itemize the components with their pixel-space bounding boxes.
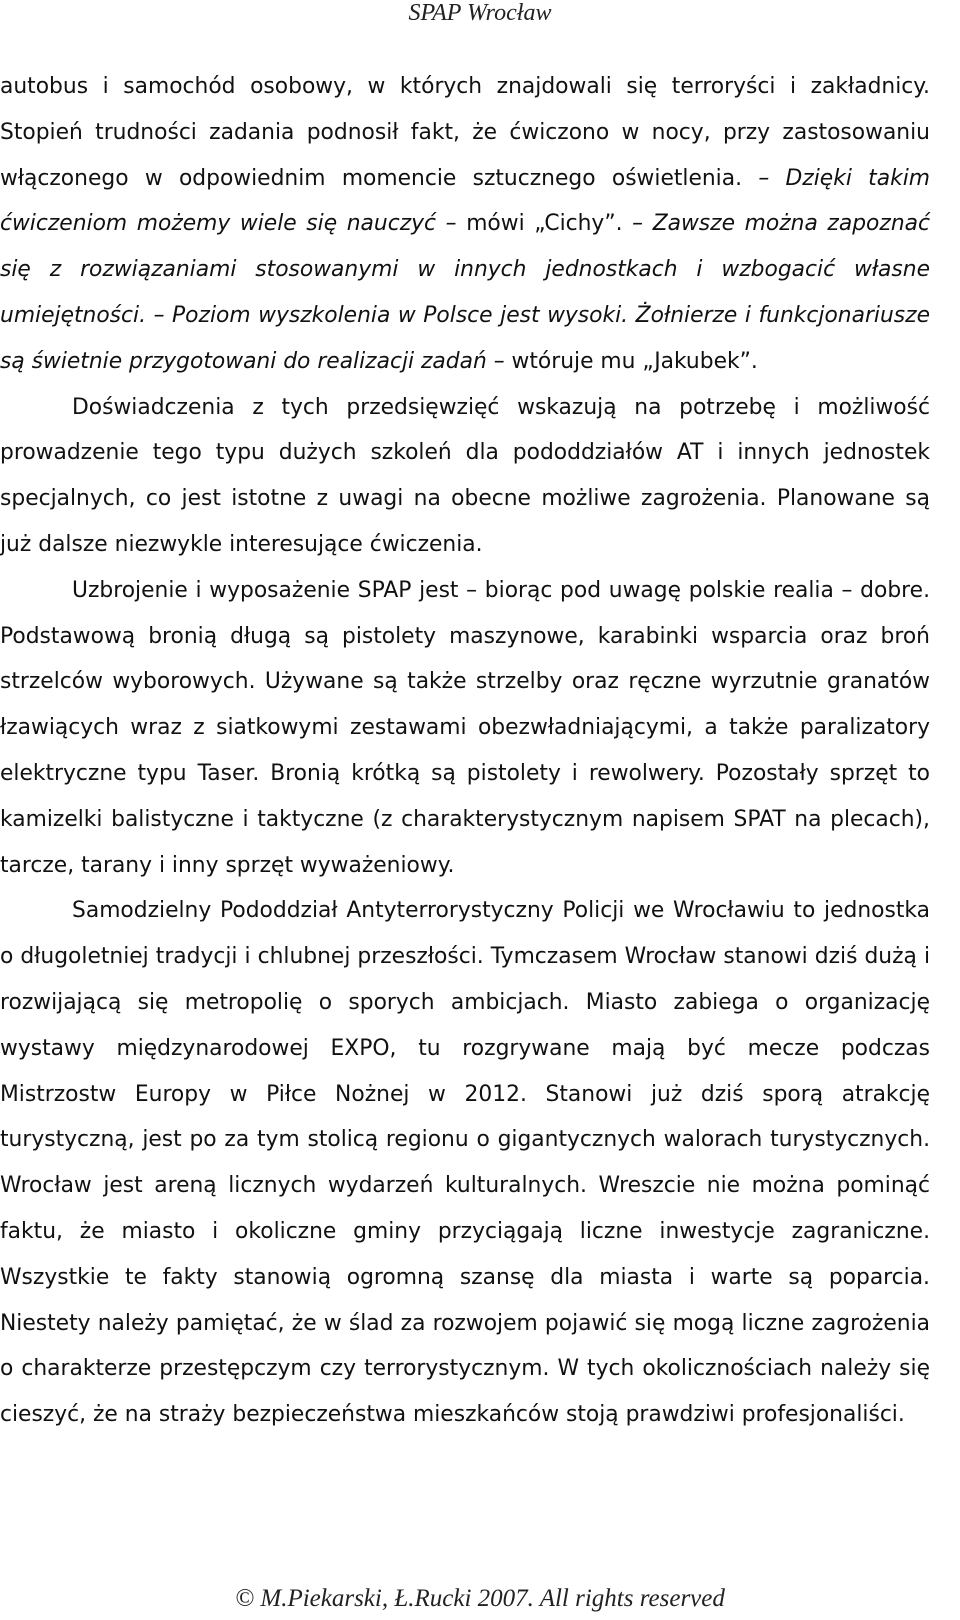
- header-title: SPAP Wrocław: [408, 0, 552, 26]
- paragraph-1-text-a: autobus i samochód osobowy, w których znajdowali się terroryści i zakładnicy. Stopień trudności zadania podnosił fakt, że ćwiczono w nocy, przy zastosowaniu włączonego w odpowiednim momencie sztucznego oświetlenia.: [0, 74, 930, 191]
- paragraph-4: Samodzielny Pododdział Antyterrorystyczny Policji we Wrocławiu to jednostka o długoletniej tradycji i chlubnej przeszłości. Tymczasem Wrocław stanowi dziś dużą i rozwijającą się metropolię o sporych ambicjach. Miasto zabiega o organizację wystawy międzynarodowej EXPO, tu rozgrywane mają być mecze podczas Mistrzostw Europy w Piłce Nożnej w 2012. Stanowi już dziś sporą atrakcję turystyczną, jest po za tym stolicą regionu o gigantycznych walorach turystycznych. Wrocław jest areną licznych wydarzeń kulturalnych. Wreszcie nie można pominąć faktu, że miasto i okoliczne gminy przyciągają liczne inwestycje zagraniczne. Wszystkie te fakty stanowią ogromną szansę dla miasta i warte są poparcia. Niestety należy pamiętać, że w ślad za rozwojem pojawić się mogą liczne zagrożenia o charakterze przestępczym czy terrorystycznym. W tych okolicznościach należy się cieszyć, że na straży bezpieczeństwa mieszkańców stoją prawdziwi profesjonaliści.: [0, 898, 930, 1428]
- footer-copyright: © M.Piekarski, Ł.Rucki 2007. All rights reserved: [235, 1585, 725, 1612]
- paragraph-1-quote-b: – Zawsze można zapoznać się z rozwiązaniami stosowanymi w innych jednostkach i wzbogacić własne umiejętności. – Poziom wyszkolenia w Polsce jest wysoki. Żołnierze i funkcjonariusze są świetnie przygotowani do realizacji zadań –: [0, 211, 930, 374]
- document-body: [0, 64, 930, 1438]
- paragraph-1-quote-a: – Dzięki takim ćwiczeniom możemy wiele się nauczyć –: [0, 165, 930, 237]
- paragraph-2: Doświadczenia z tych przedsięwzięć wskazują na potrzebę i możliwość prowadzenie tego typu dużych szkoleń dla pododdziałów AT i innych jednostek specjalnych, co jest istotne z uwagi na obecne możliwe zagrożenia. Planowane są już dalsze niezwykle interesujące ćwiczenia.: [0, 394, 930, 557]
- paragraph-3: Uzbrojenie i wyposażenie SPAP jest – biorąc pod uwagę polskie realia – dobre. Podstawową bronią długą są pistolety maszynowe, karabinki wsparcia oraz broń strzelców wyborowych. Używane są także strzelby oraz ręczne wyrzutnie granatów łzawiących wraz z siatkowymi zestawami obezwładniającymi, a także paralizatory elektryczne typu Taser. Bronią krótką są pistolety i rewolwery. Pozostały sprzęt to kamizelki balistyczne i taktyczne (z charakterystycznym napisem SPAT na plecach), tarcze, tarany i inny sprzęt wyważeniowy.: [0, 577, 930, 878]
- paragraph-1: [0, 64, 930, 385]
- page-footer: [0, 1585, 960, 1613]
- page-header: [0, 0, 960, 26]
- paragraph-1-text-c: wtóruje mu „Jakubek”.: [511, 348, 758, 374]
- paragraph-1-text-b: mówi „Cichy”.: [466, 211, 633, 237]
